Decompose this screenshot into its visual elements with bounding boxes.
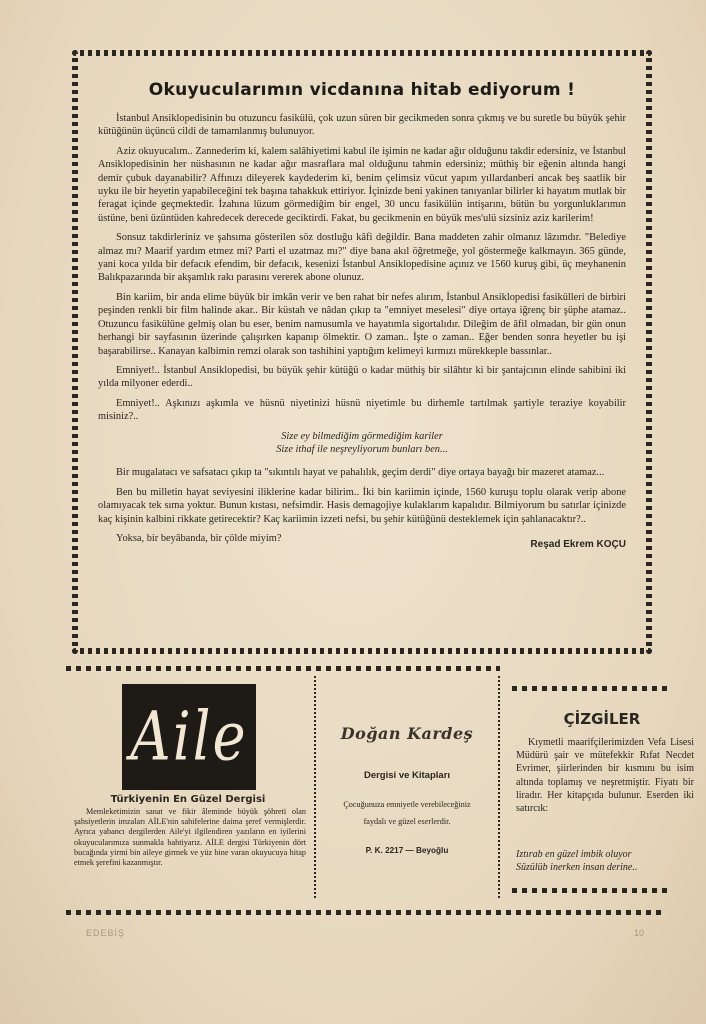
- author-signature: Reşad Ekrem KOÇU: [530, 539, 626, 551]
- frame-right-border: [646, 50, 652, 654]
- article-paragraph: Bin kariim, bir anda elime büyük bir imkân verir ve ben rahat bir nefes alırım, İstanbul Ansiklopedisi fasikülleri de birbiri peşinden renkli bir film halinde akar.. Bir küstah ve nâdan çıkıp ta "emniyet meselesi" diye ortaya iğrenç bir şüphe atamaz.. Otuzuncu fasikülüne gelmiş olan bu eser, benim namusumla ve hayatımla sigortalıdır. Dileğim de âfil olmadan, bir gün onun herhangi bir sayfasının üzerinde çalışırken kapanıp ölmektir. O zaman.. İşte o zaman.. Eğer benden sonra heyetler bu işi başarabilirse.. Kanayan kalbimin remzi olarak son tashihini yaptığım kelimeyi kırmızı mürekkeple bassınlar..: [98, 291, 626, 357]
- cizgiler-quote-line: Iztırab en güzel imbik oluyor: [516, 849, 632, 860]
- frame-top-border: [72, 50, 652, 56]
- article-paragraph: Ben bu milletin hayat seviyesini iliklerine kadar bilirim.. İki bin kariimin içinde, 1560 kuruşu toplu olarak verip abone olamıyacak tek sıma yoktur. Bunun kıstası, nefsimdir. Hasis demagojiye kulaklarım kapalıdır. Bilmiyorum bu satırlar içinizde kaç kişinin kalbini rikkate getirecektir? Kaç kariimin izzeti nefsi, bu şehir kütüğünü desteklemek için şahlanacaktır?..: [98, 486, 626, 525]
- cizgiler-quote-line: Süzülüb inerken insan derine..: [516, 862, 638, 874]
- footer-stamp: EDEBİŞ: [86, 928, 126, 938]
- dogan-kardes-advertisement: [314, 676, 500, 898]
- dogan-kardes-logo: Doğan Kardeş: [340, 724, 474, 743]
- verse-line: Size ithaf ile neşreyliyorum bunları ben...: [276, 443, 448, 455]
- article-frame: [72, 50, 652, 654]
- aile-logo-text: Aile: [130, 698, 248, 776]
- aile-headline: Türkiyenin En Güzel Dergisi: [110, 794, 266, 805]
- article-paragraph: Bir mugalatacı ve safsatacı çıkıp ta "sıkıntılı hayat ve pahalılık, geçim derdi" diye ortaya bayağı bir mazeret atamaz...: [116, 467, 605, 479]
- verse: [98, 430, 626, 457]
- article-paragraph: Yoksa, bir beyâbanda, bir çölde miyim?: [116, 532, 282, 544]
- article-paragraph: Emniyet!.. Aşkınızı aşkımla ve hüsnü niyetinizi hüsnü niyetimle bu dirhemle tartılmak şartiyle teraziye koyabilir misiniz?..: [98, 397, 626, 423]
- cizgiler-description: Kıymetli maarifçilerimizden Vefa Lisesi Müdürü şair ve mütefekkir Rıfat Necdet Evrimer, şiirlerinden bir kısmını bu isim altında toplamış ve neşretmiştir. Fiyatı bir liradır. Her kitapçıda bulunur. Eserden iki satırcık:: [516, 737, 694, 815]
- page-number: 10: [633, 928, 644, 938]
- dogan-kardes-desc-line: faydalı ve güzel eserlerdir.: [363, 817, 451, 826]
- dogan-kardes-subtitle: Dergisi ve Kitapları: [363, 770, 451, 781]
- article-paragraph: Emniyet!.. İstanbul Ansiklopedisi, bu büyük şehir kütüğü o kadar müthiş bir silâhtır ki bir şantajcının elinde sahibini iki yılda milyoner ederdi..: [98, 364, 626, 390]
- frame-left-border: [72, 50, 78, 654]
- article-paragraph: Aziz okuyucalım.. Zannederim ki, kalem salâhiyetimi kabul ile işimin ne kadar ağır olduğunu takdir edersiniz, ve İstanbul Ansiklopedisinin her nüshasının ne kadar ağır masraflara mal olduğunu tahmin edersiniz; müthiş bir eğenin altında hangi demir çubuk dayanabilir? Affınızı dileyerek kaydederim ki, benim çelimsiz vücut yapım yıllardanberi ancak beş saatlik bir uyku ile bir heyetin yapabileceğini tek başına tahakkuk ettiriyor. İçinizde beni yakinen tanıyanlar bilirler ki hayatım mutlak bir feragat içinde geçmektedir. İzahına lüzum görmediğim bir engel, 30 uncu fasikülün intişarını, bütün bu yorgunluklarımın üstüne, beni üzüntüden kahredecek derecede geciktirdi. Fakat, bu gecikmenin en büyük mes'ulü sizsiniz aziz karilerim!: [98, 145, 626, 224]
- cizgiler-advertisement: [512, 676, 702, 902]
- ads-top-rule: [66, 666, 500, 671]
- dogan-kardes-desc-line: Çocuğunuza emniyetle verebileceğiniz: [343, 800, 471, 809]
- aile-advertisement: [66, 676, 310, 906]
- article-body: [98, 76, 626, 634]
- article-paragraph: Sonsuz takdirleriniz ve şahsıma gösterilen söz dostluğu kâfi değildir. Bana maddeten zahir olmanız lâzımdır. "Belediye almaz mı? Maarif yardım etmez mi? Parti el uzatmaz mı?" diye bana akıl öğretmeğe, yol göstermeğe kalkmayın. 365 günde, yani koca yılda bir defacık efendim, bir defacık, kesenizi İstanbul Ansiklopedisine açınız ve 1560 kuruş gibi, üç meyhanenin Balıkpazarında bir akşamlık rakı parasını vererek abone olunuz.: [98, 232, 626, 284]
- frame-bottom-border: [72, 648, 652, 654]
- article-paragraph: İstanbul Ansiklopedisinin bu otuzuncu fasikülü, çok uzun süren bir gecikmeden sonra çıkmış ve bu suretle bu büyük şehir kütüğünün üçüncü cildi de tamamlanmış bulunuyor.: [98, 113, 626, 138]
- cizgiler-title: ÇİZGİLER: [563, 710, 641, 728]
- cizgiler-quote: [516, 848, 694, 874]
- dogan-kardes-address: P. K. 2217 — Beyoğlu: [365, 846, 449, 855]
- dogan-kardes-description: [326, 796, 488, 830]
- verse-line: Size ey bilmediğim görmediğim kariler: [281, 430, 443, 442]
- article-title: Okuyucularımın vicdanına hitab ediyorum !: [148, 80, 576, 100]
- aile-logo: [122, 684, 256, 790]
- ads-bottom-rule: [66, 910, 666, 915]
- aile-description: Memleketimizin sanat ve fikir âleminde büyük şöhreti olan şahsiyetlerin imzaları AİLE'nin sahifelerine daima şeref vermişlerdir. Ayrıca yabancı dergilerden Aile'yi ilgilendiren yazıların en iyilerini okuyucularımıza sunmakla bahtiyarız. AİLE dergisi Türkiyenin dört bucağında yirmi bin aileye girmek ve yüz bine varan okuyucuya hitap etmek şerefini kazanmıştır.: [74, 807, 306, 868]
